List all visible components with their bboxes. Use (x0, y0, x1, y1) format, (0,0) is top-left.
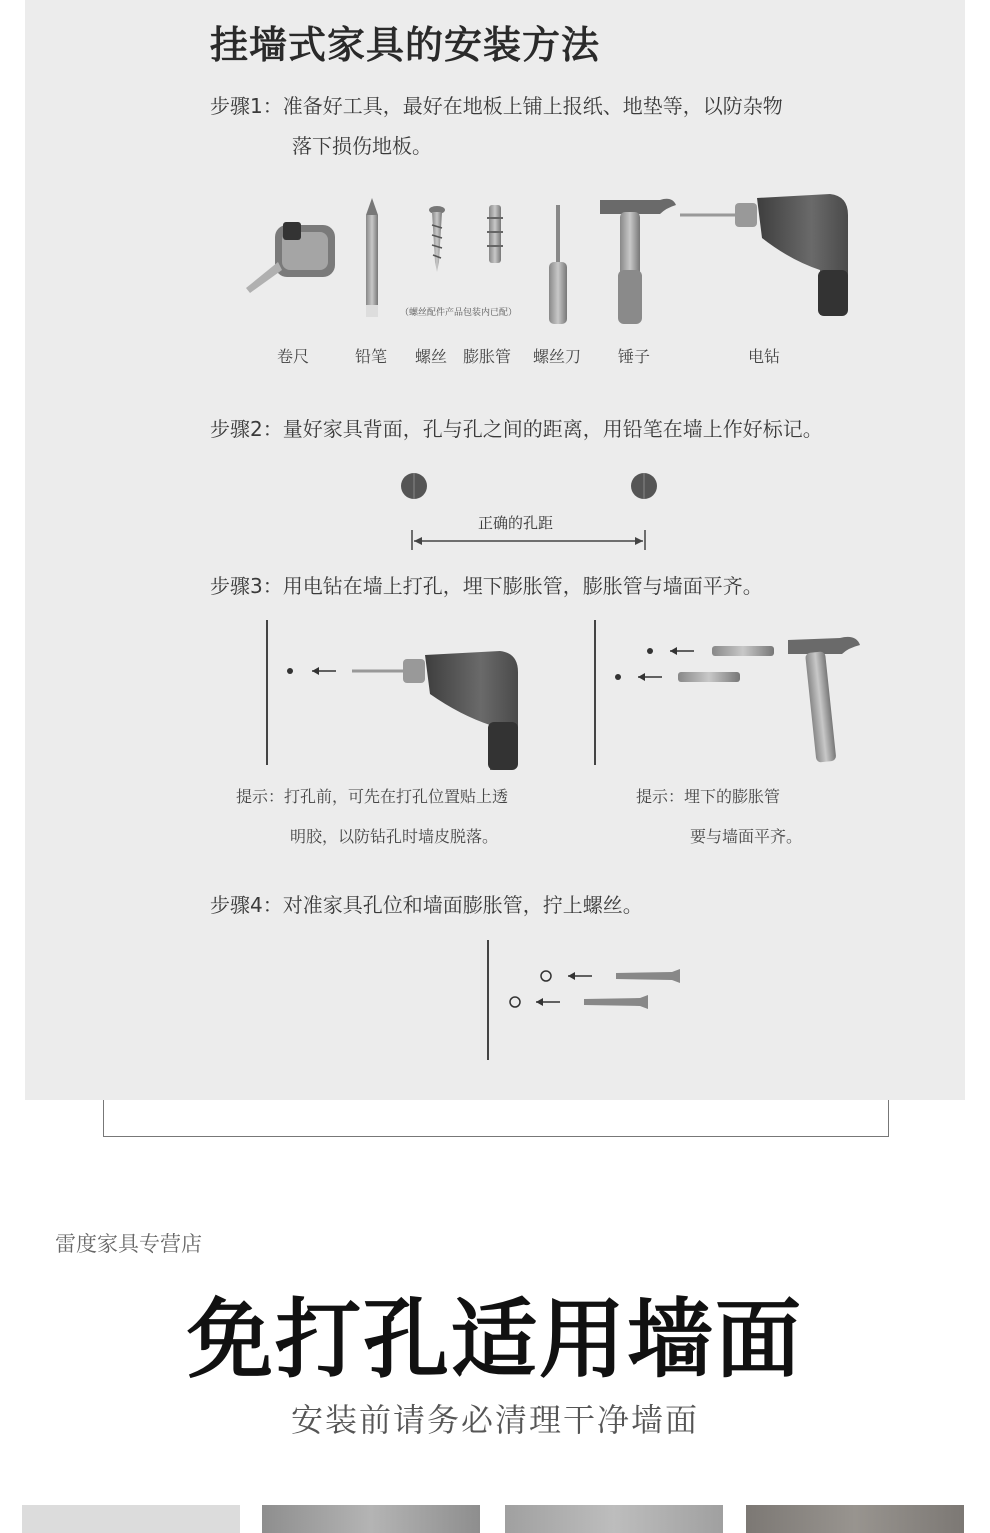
label-drill: 电钻 (748, 347, 781, 366)
wall-swatch-1 (22, 1505, 240, 1533)
wall-swatch-2 (262, 1505, 480, 1533)
tip-right-1: 提示：埋下的膨胀管 (636, 787, 781, 806)
hammer-icon (600, 199, 676, 324)
screw-icon (429, 206, 445, 272)
step4-screw-illustration (488, 940, 680, 1060)
tip-left-1: 提示：打孔前，可先在打孔位置贴上透 (236, 787, 509, 806)
step1-line1: 步骤1：准备好工具，最好在地板上铺上报纸、地垫等，以防杂物 (210, 94, 783, 118)
label-anchor: 膨胀管 (463, 347, 512, 366)
wall-swatch-4 (746, 1505, 964, 1533)
tip-left-2: 明胶，以防钻孔时墙皮脱落。 (290, 827, 499, 846)
drill-icon (680, 194, 848, 316)
page-title: 挂墙式家具的安装方法 (210, 23, 601, 67)
step3-anchor-illustration (595, 620, 860, 765)
pencil-icon (366, 198, 378, 317)
screwdriver-icon (549, 205, 567, 324)
step1-line2: 落下损伤地板。 (292, 134, 432, 158)
step2-text: 步骤2：量好家具背面，孔与孔之间的距离，用铅笔在墙上作好标记。 (210, 417, 823, 441)
label-hammer: 锤子 (618, 347, 651, 366)
step3-text: 步骤3：用电钻在墙上打孔，埋下膨胀管，膨胀管与墙面平齐。 (210, 574, 763, 598)
label-pencil: 铅笔 (355, 347, 388, 366)
subline: 安装前请务必清理干净墙面 (290, 1401, 699, 1439)
wall-swatch-3 (505, 1505, 723, 1533)
label-screw: 螺丝 (415, 347, 448, 366)
label-tape: 卷尺 (277, 347, 310, 366)
distance-label: 正确的孔距 (478, 514, 554, 532)
anchor-icon (487, 205, 503, 263)
screw-note: （螺丝配件产品包装内已配） (400, 308, 518, 318)
tape-measure-icon (246, 222, 335, 293)
step3-drill-illustration (267, 620, 518, 770)
store-name: 雷度家具专营店 (55, 1232, 202, 1256)
headline: 免打孔适用墙面 (187, 1290, 803, 1390)
tip-right-2: 要与墙面平齐。 (690, 827, 803, 846)
step4-text: 步骤4：对准家具孔位和墙面膨胀管，拧上螺丝。 (210, 893, 643, 917)
label-screwdriver: 螺丝刀 (533, 347, 582, 366)
